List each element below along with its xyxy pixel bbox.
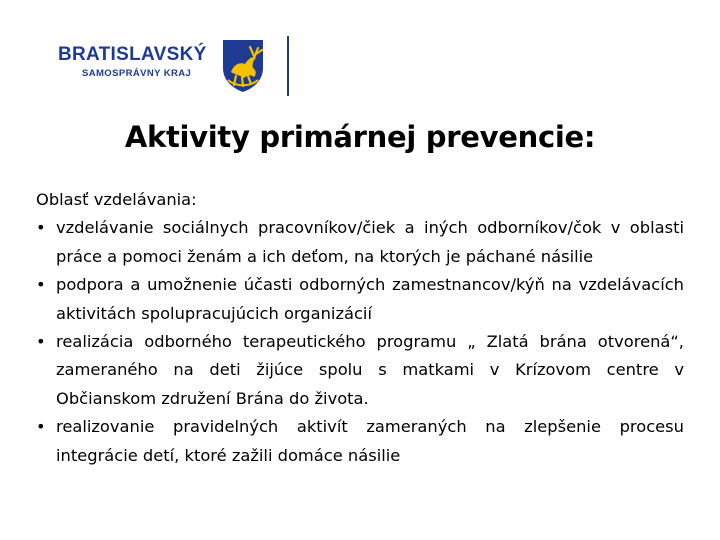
bullet-list [36, 214, 684, 470]
region-crest-icon [218, 34, 268, 94]
list-item-text: vzdelávanie sociálnych pracovníkov/čiek a iných odborníkov/čok v oblasti práce a pomoci ženám a ich deťom, na ktorých je páchané násilie [56, 218, 684, 266]
list-item [36, 328, 684, 413]
region-logo [58, 34, 298, 98]
list-item [36, 271, 684, 328]
logo-divider [287, 36, 289, 96]
slide-title: Aktivity primárnej prevencie: [124, 120, 596, 154]
list-item-text: podpora a umožnenie účasti odborných zamestnancov/kýň na vzdelávacích aktivitách spolupracujúcich organizácií [56, 275, 684, 323]
bullet-icon: • [36, 218, 46, 238]
list-item [36, 214, 684, 271]
bullet-icon: • [36, 332, 46, 352]
list-item-text: realizácia odborného terapeutického programu „ Zlatá brána otvorená“, zameraného na deti žijúce spolu s matkami v Krízovom centre v Občianskom združení Brána do života. [56, 332, 684, 408]
list-item-text: realizovanie pravidelných aktivít zameraných na zlepšenie procesu integrácie detí, ktoré zažili domáce násilie [56, 417, 684, 465]
list-item [36, 413, 684, 470]
bullet-icon: • [36, 275, 46, 295]
slide-body [36, 186, 684, 470]
logo-name: BRATISLAVSKÝ [58, 44, 207, 65]
section-heading: Oblasť vzdelávania: [36, 190, 197, 209]
bullet-icon: • [36, 417, 46, 437]
logo-subtitle: SAMOSPRÁVNY KRAJ [82, 68, 192, 79]
